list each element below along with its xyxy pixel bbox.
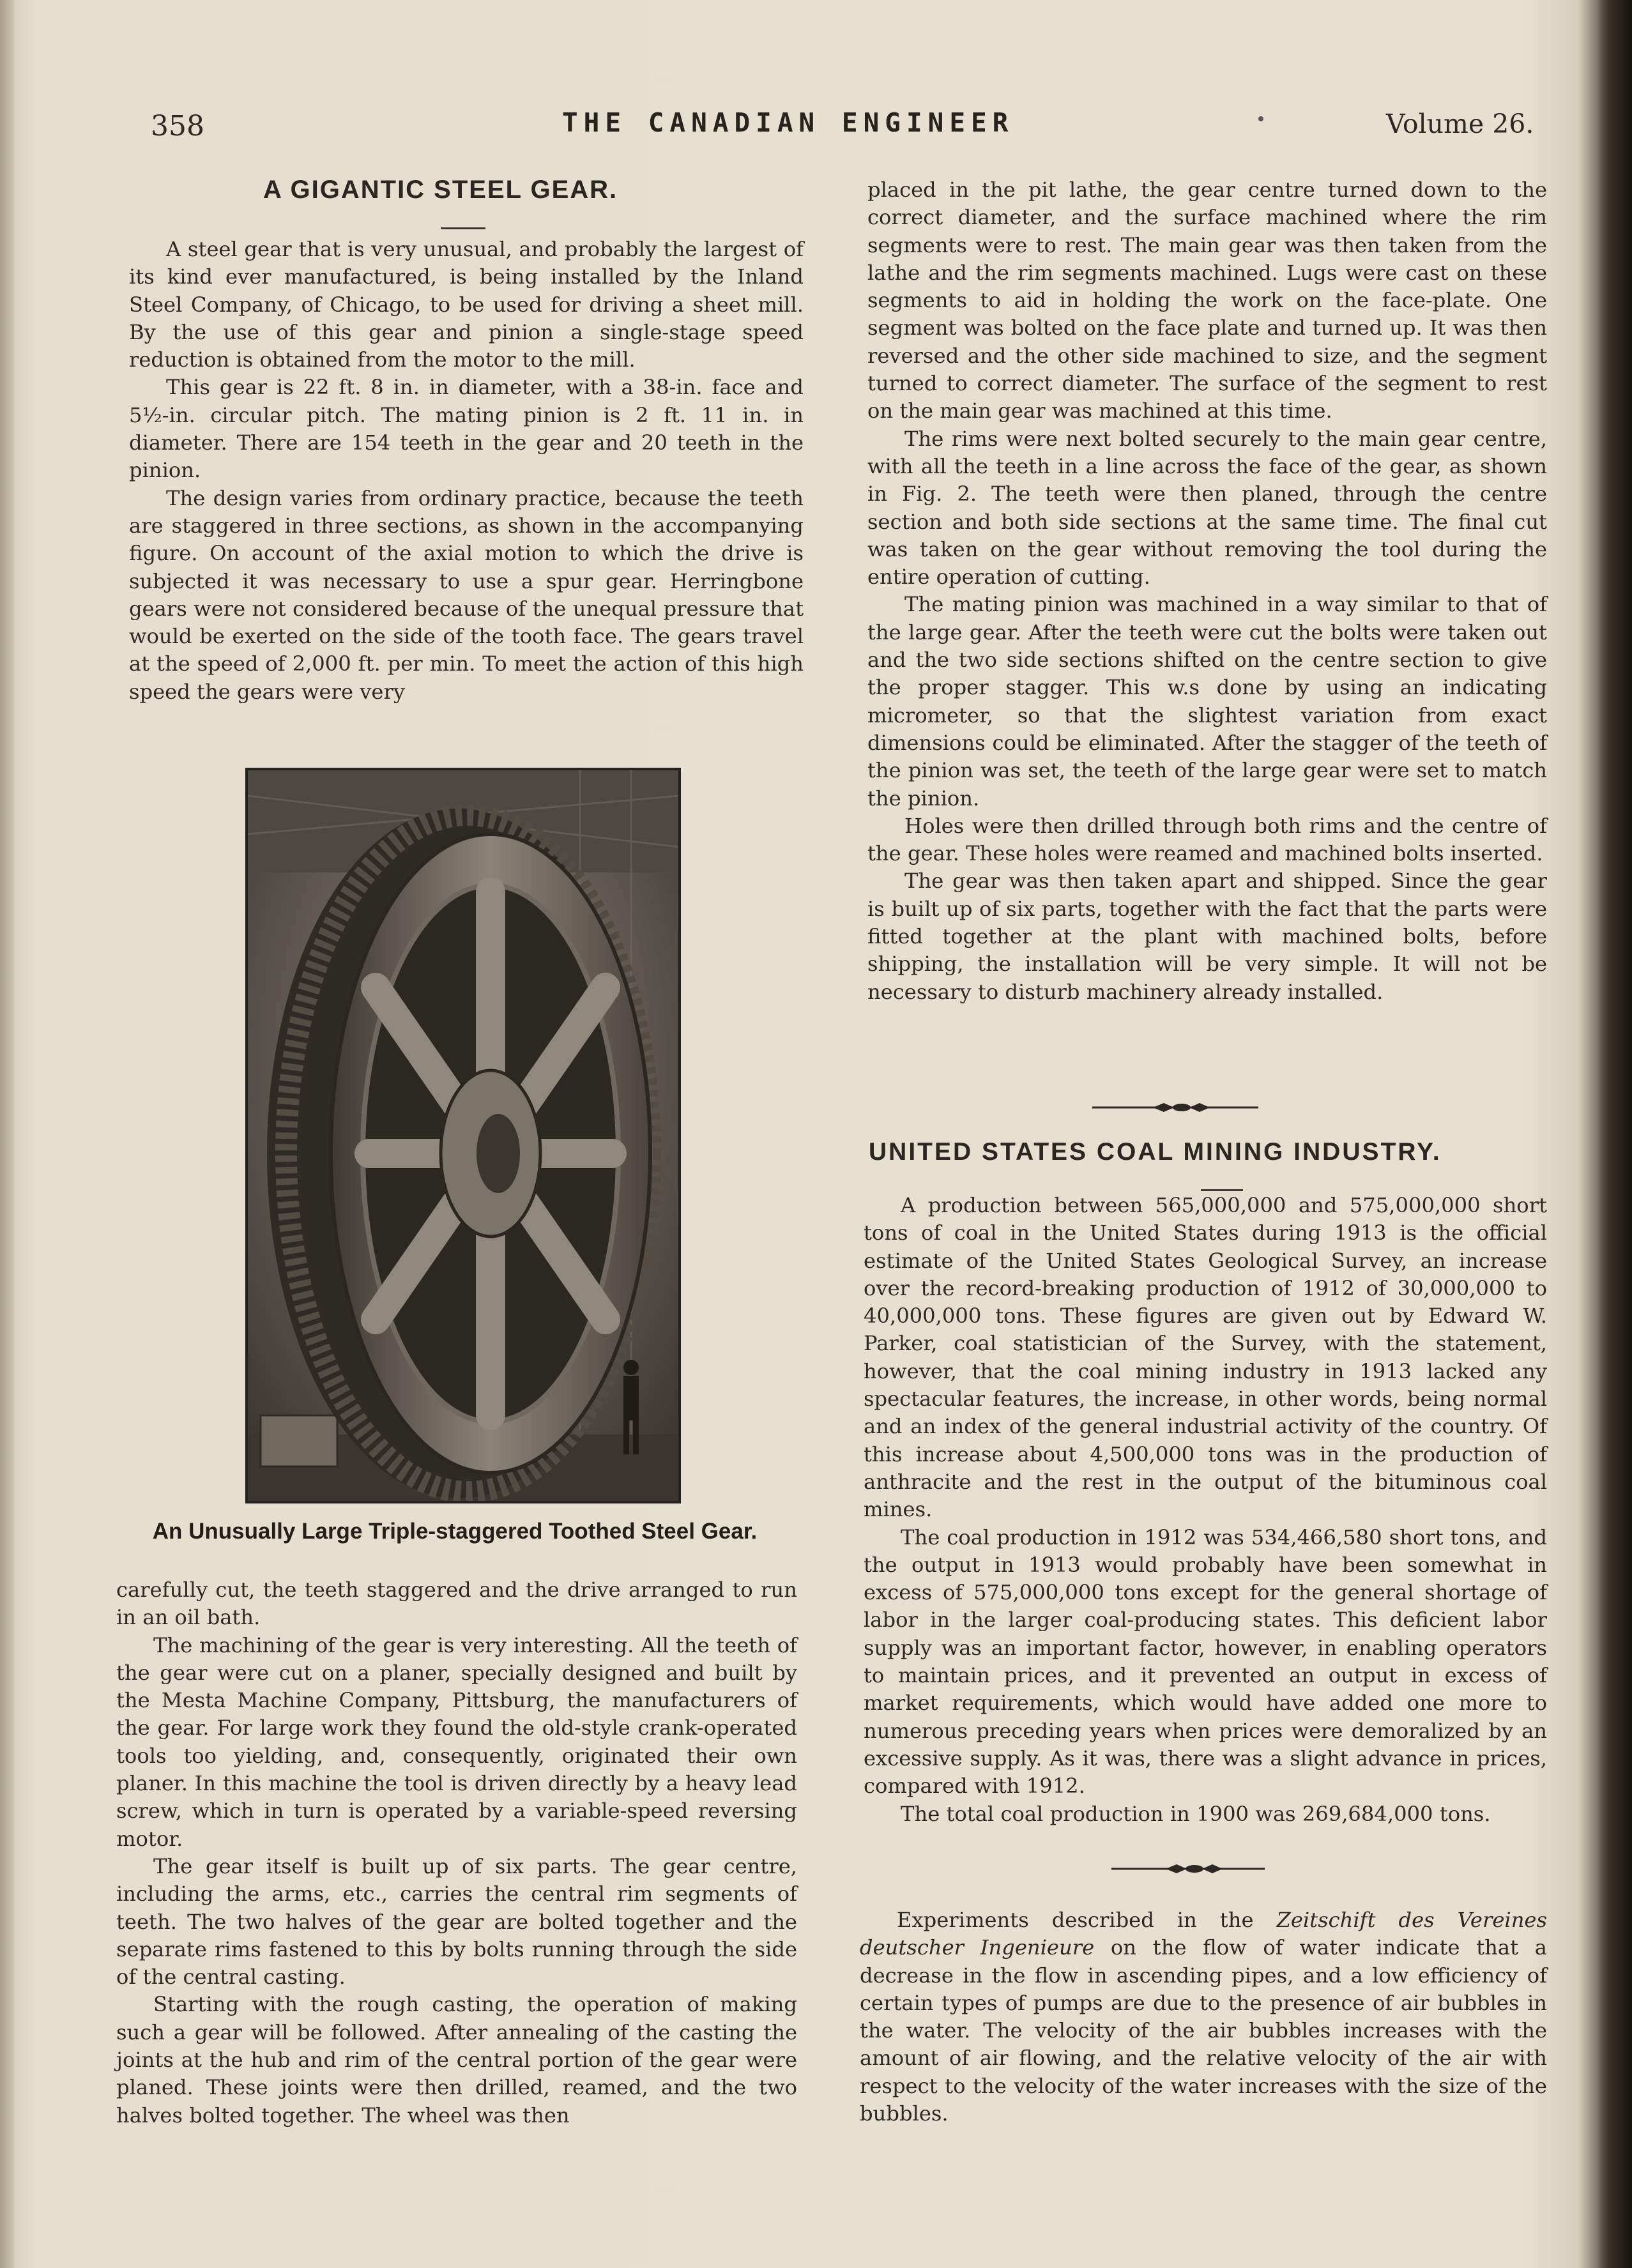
paragraph — [860, 1906, 1547, 2127]
section-ornament — [1111, 1861, 1265, 1876]
paragraph: The coal production in 1912 was 534,466,580 short tons, and the output in 1913 would probably have been somewhat in excess of 575,000,000 tons except for the general shortage of labor in the larger coal-producing states. This deficient labor supply was an important factor, however, in enabling operators to maintain prices, and it prevented an output in excess of market requirements, which would have added one more to numerous preceding years when prices were demoralized by an excessive supply. As it was, there was a slight advance in prices, compared with 1912. — [864, 1525, 1547, 1799]
right-column-middle — [864, 1192, 1547, 1828]
page-number: 358 — [151, 110, 204, 142]
header-dot — [1258, 116, 1263, 121]
journal-name: Zeitschift des Vereines deutscher Ingenieure — [860, 1908, 1547, 1960]
paragraph-text: on the flow of water indicate that a decrease in the flow in ascending pipes, and a low efficiency of certain types of pumps are due to the presence of air bubbles in the water. The velocity of the air bubbles increases with the amount of air flowing, and the relative velocity of the air with respect to the velocity of the water increases with the size of the bubbles. — [860, 1935, 1547, 2126]
left-column-top — [129, 236, 804, 706]
left-column-bottom — [116, 1576, 797, 2129]
journal-title: THE CANADIAN ENGINEER — [562, 107, 1014, 138]
section-ornament — [1092, 1100, 1258, 1115]
paragraph: The rims were next bolted securely to the main gear centre, with all the teeth in a line across the face of the gear, as shown in Fig. 2. The teeth were then planed, through the centre section and both side sections at the same time. The final cut was taken on the gear without removing the tool during the entire operation of cutting. — [867, 426, 1547, 590]
title-rule — [441, 227, 485, 229]
page-edge-shadow — [1597, 0, 1632, 2268]
paragraph: Holes were then drilled through both rims and the centre of the gear. These holes were reamed and machined bolts inserted. — [867, 813, 1547, 866]
volume-label: Volume 26. — [1386, 109, 1534, 139]
paragraph: This gear is 22 ft. 8 in. in diameter, with a 38-in. face and 5½-in. circular pitch. The mating pinion is 2 ft. 11 in. in diameter. There are 154 teeth in the gear and 20 teeth in the pinion. — [129, 375, 804, 483]
paragraph: The gear was then taken apart and shipped. Since the gear is built up of six parts, together with the fact that the parts were fitted together at the plant with machined bolts, before shipping, the installation will be very simple. It will not be necessary to disturb machinery already installed. — [867, 869, 1547, 1004]
paragraph: The mating pinion was machined in a way similar to that of the large gear. After the teeth were cut the bolts were taken out and the two side sections shifted on the centre section to give the proper stagger. This w.s done by using an indicating micrometer, so that the slightest variation from exact dimensions could be eliminated. After the stagger of the teeth of the pinion was set, the teeth of the large gear were set to match the pinion. — [867, 592, 1547, 811]
gear-photograph — [245, 768, 681, 1503]
gear-illustration — [248, 770, 678, 1501]
paragraph: A production between 565,000,000 and 575,000,000 short tons of coal in the United States during 1913 is the official estimate of the United States Geological Survey, an increase over the record-breaking production of 1912 of 30,000,000 to 40,000,000 tons. These figures are given out by Edward W. Parker, coal statistician of the Survey, with the statement, however, that the coal mining industry in 1913 lacked any spectacular features, the increase, in other words, being normal and an index of the general industrial activity of the country. Of this increase about 4,500,000 tons was in the production of anthracite and the rest in the output of the bituminous coal mines. — [864, 1193, 1547, 1522]
paragraph: The design varies from ordinary practice, because the teeth are staggered in three sections, as shown in the accompanying figure. On account of the axial motion to which the drive is subjected it was necessary to use a spur gear. Herringbone gears were not considered because of the unequal pressure that would be exerted on the side of the tooth face. The gears travel at the speed of 2,000 ft. per min. To meet the action of this high speed the gears were very — [129, 485, 804, 704]
paragraph: The gear itself is built up of six parts. The gear centre, including the arms, etc., carries the central rim segments of teeth. The two halves of the gear are bolted together and the separate rims fastened to this by bolts running through the side of the central casting. — [116, 1853, 797, 1990]
paragraph: A steel gear that is very unusual, and probably the largest of its kind ever manufactured, is being installed by the Inland Steel Company, of Chicago, to be used for driving a sheet mill. By the use of this gear and pinion a single-stage speed reduction is obtained from the motor to the mill. — [129, 237, 804, 372]
paragraph: The machining of the gear is very interesting. All the teeth of the gear were cut on a planer, specially designed and built by the Mesta Machine Company, Pittsburg, the manufacturers of the gear. For large work they found the old-style crank-operated tools too yielding, and, consequently, originated their own planer. In this machine the tool is driven directly by a heavy lead screw, which in turn is operated by a variable-speed reversing motor. — [116, 1633, 797, 1851]
figure-caption: An Unusually Large Triple-staggered Toothed Steel Gear. — [152, 1519, 758, 1544]
paragraph: carefully cut, the teeth staggered and the drive arranged to run in an oil bath. — [116, 1578, 797, 1630]
paragraph: Starting with the rough casting, the operation of making such a gear will be followed. After annealing of the casting the joints at the hub and rim of the central portion of the gear were planed. These joints were then drilled, reamed, and the two halves bolted together. The wheel was then — [116, 1992, 797, 2127]
article-title: A GIGANTIC STEEL GEAR. — [263, 176, 618, 204]
paragraph-intro: Experiments described in the — [897, 1908, 1277, 1932]
page-binding — [0, 0, 14, 2268]
article-title: UNITED STATES COAL MINING INDUSTRY. — [869, 1138, 1442, 1166]
right-column-top — [867, 176, 1547, 1006]
title-rule — [1201, 1189, 1243, 1191]
paragraph: The total coal production in 1900 was 269,684,000 tons. — [901, 1801, 1491, 1826]
paragraph: placed in the pit lathe, the gear centre turned down to the correct diameter, and the surface machined where the rim segments were to rest. The main gear was then taken from the lathe and the rim segments machined. Lugs were cast on these segments to aid in holding the work on the face-plate. One segment was bolted on the face plate and turned up. It was then reversed and the other side machined to size, and the segment turned to correct diameter. The surface of the segment to rest on the main gear was machined at this time. — [867, 178, 1547, 423]
right-column-bottom — [860, 1906, 1547, 2127]
